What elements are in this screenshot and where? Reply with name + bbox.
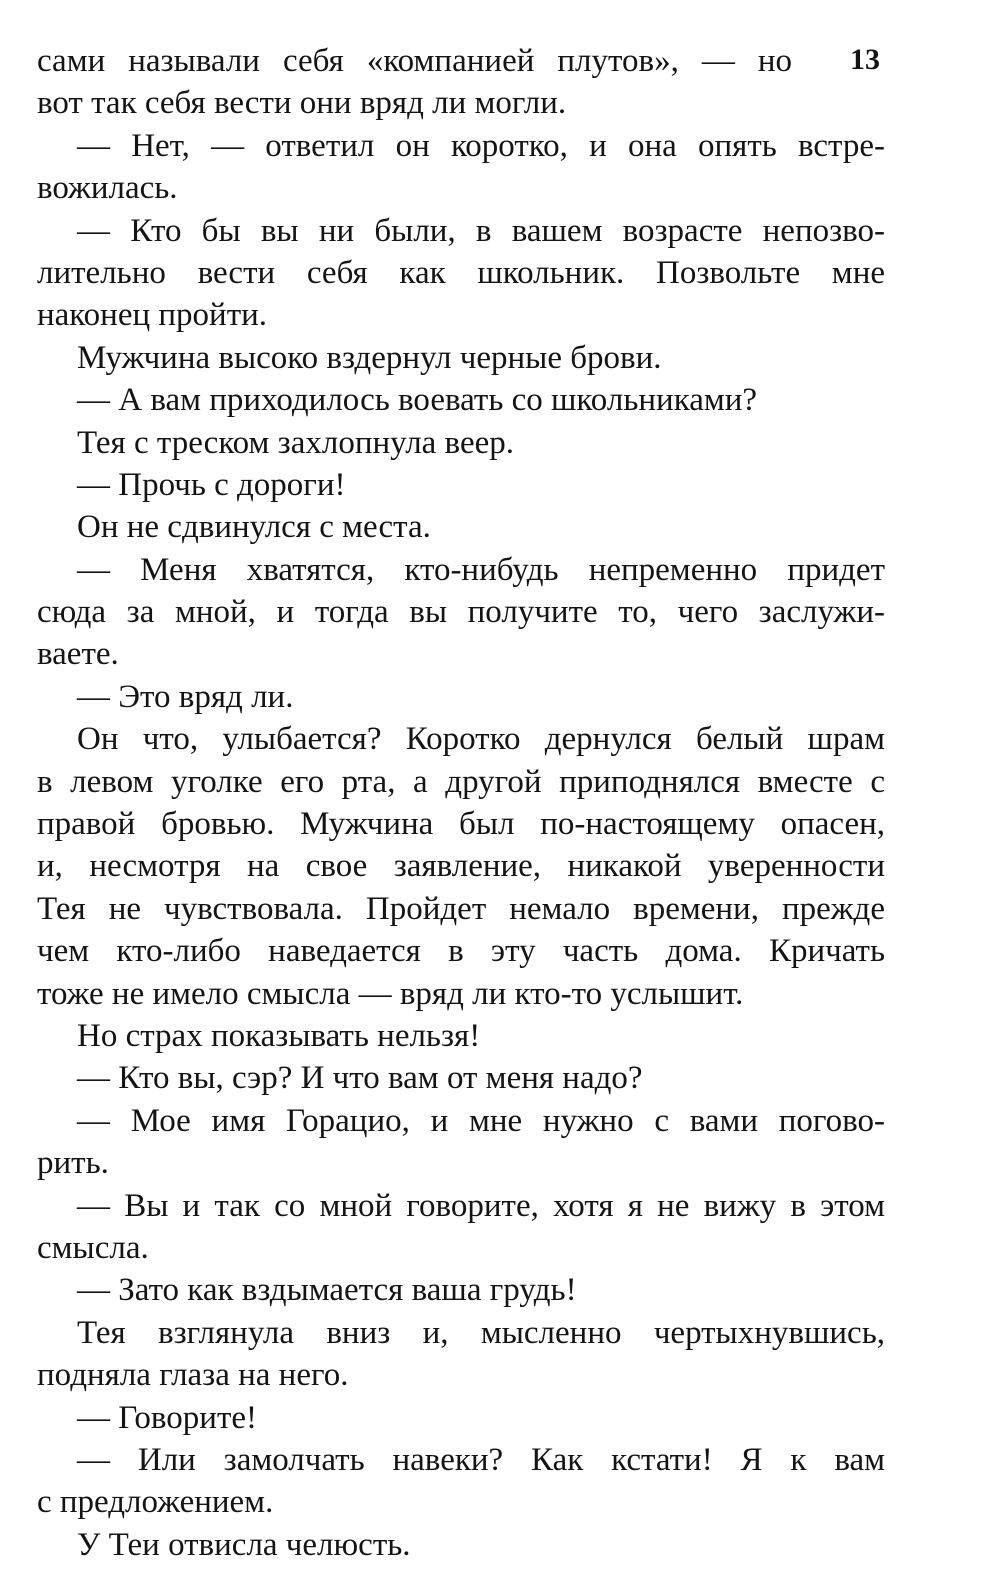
text-line: наконец пройти. bbox=[37, 297, 268, 334]
text-line: — Мое имя Горацио, и мне нужно с вами погово- bbox=[77, 1102, 885, 1139]
text-line: — Или замолчать навеки? Как кстати! Я к вам bbox=[77, 1441, 885, 1478]
text-line: подняла глаза на него. bbox=[37, 1357, 349, 1394]
text-line: и, несмотря на свое заявление, никакой уверенности bbox=[37, 848, 885, 885]
text-line: правой бровью. Мужчина был по-настоящему опасен, bbox=[37, 806, 885, 843]
text-line: — Меня хватятся, кто-нибудь непременно придет bbox=[77, 551, 885, 588]
text-line: — Говорите! bbox=[77, 1399, 258, 1436]
text-line: Но страх показывать нельзя! bbox=[77, 1017, 481, 1054]
page-number: 13 bbox=[850, 43, 880, 76]
text-line: с предложением. bbox=[37, 1484, 274, 1521]
text-line: У Теи отвисла челюсть. bbox=[77, 1526, 411, 1563]
text-line: лительно вести себя как школьник. Позвольте мне bbox=[37, 254, 885, 291]
text-line: — Нет, — ответил он коротко, и она опять встре- bbox=[77, 127, 885, 164]
text-line: Тея не чувствовала. Пройдет немало времени, прежде bbox=[37, 890, 885, 927]
text-line: тоже не имело смысла — вряд ли кто-то услышит. bbox=[37, 975, 744, 1012]
text-line: — Прочь с дороги! bbox=[77, 466, 346, 503]
text-line: сами называли себя «компанией плутов», — но bbox=[37, 43, 792, 79]
text-line: чем кто-либо наведается в эту часть дома. Кричать bbox=[37, 933, 885, 970]
text-line: Тея с треском захлопнула веер. bbox=[77, 424, 514, 461]
text-line: Мужчина высоко вздернул черные брови. bbox=[77, 339, 662, 376]
text-line: рить. bbox=[37, 1145, 109, 1182]
text-line: Он не сдвинулся с места. bbox=[77, 509, 431, 546]
text-line: — А вам приходилось воевать со школьниками? bbox=[77, 382, 758, 419]
text-line: — Кто бы вы ни были, в вашем возрасте непозво- bbox=[77, 212, 885, 249]
text-line: вожилась. bbox=[37, 170, 178, 207]
text-line: ваете. bbox=[37, 636, 119, 673]
text-line: Тея взглянула вниз и, мысленно чертыхнувшись, bbox=[77, 1314, 885, 1351]
text-line: — Это вряд ли. bbox=[77, 678, 294, 715]
text-line: смысла. bbox=[37, 1229, 149, 1266]
text-line: — Вы и так со мной говорите, хотя я не вижу в этом bbox=[77, 1187, 885, 1224]
text-line: Он что, улыбается? Коротко дернулся белый шрам bbox=[77, 721, 885, 758]
text-line: сюда за мной, и тогда вы получите то, чего заслужи- bbox=[37, 594, 885, 631]
text-line: вот так себя вести они вряд ли могли. bbox=[37, 85, 567, 122]
text-line: — Зато как вздымается ваша грудь! bbox=[77, 1272, 577, 1309]
text-line: в левом уголке его рта, а другой приподнялся вместе с bbox=[37, 763, 885, 800]
text-line: — Кто вы, сэр? И что вам от меня надо? bbox=[77, 1060, 643, 1097]
body-text bbox=[37, 40, 885, 1566]
